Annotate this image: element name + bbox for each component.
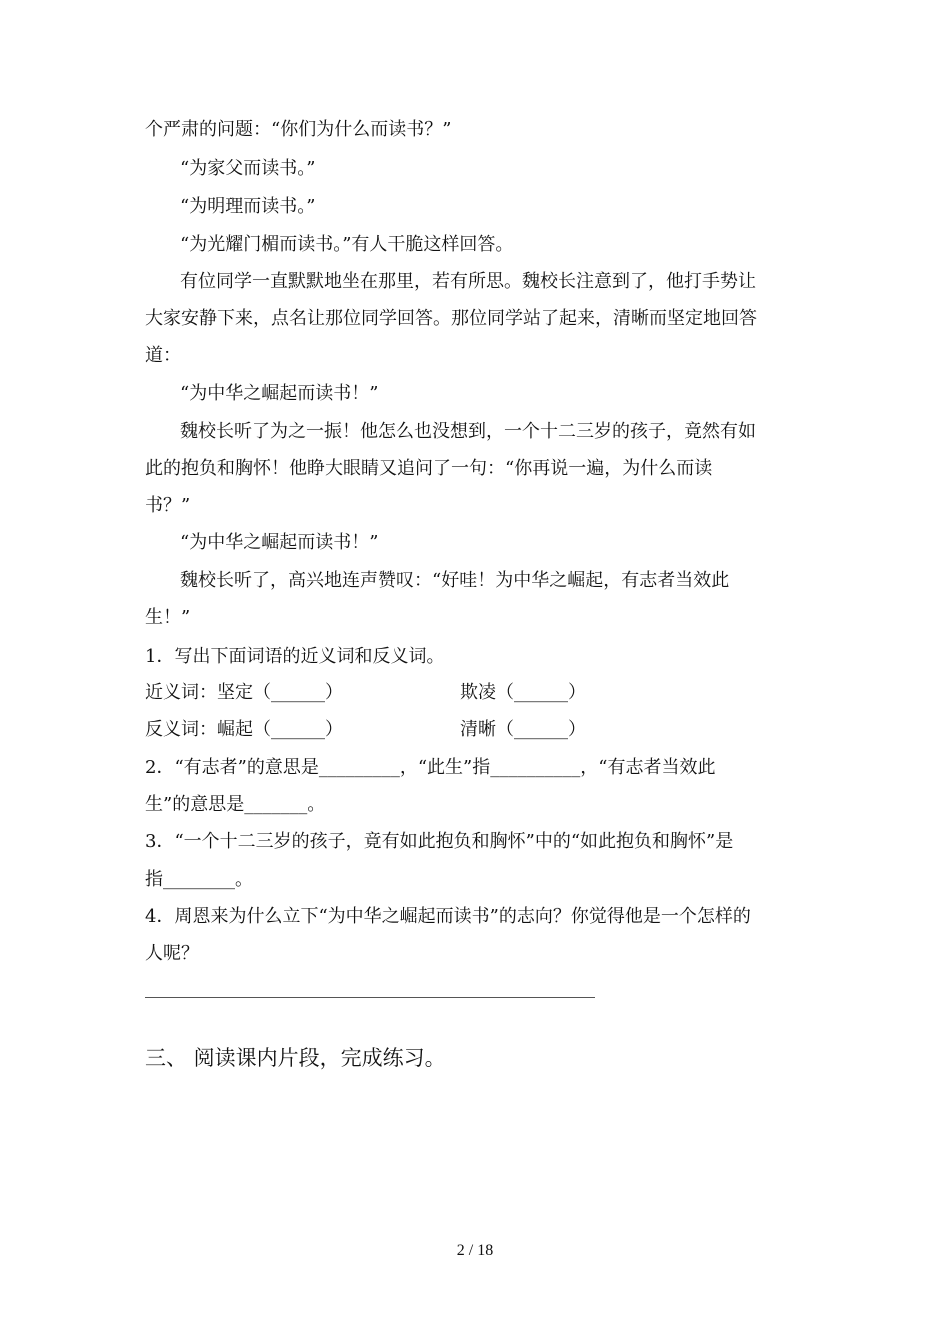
question-1: 1．写出下面词语的近义词和反义词。 <box>145 646 445 667</box>
question-4-line-1: 4．周恩来为什么立下“为中华之崛起而读书”的志向？你觉得他是一个怎样的 <box>145 906 751 927</box>
story-paragraph-9-line-2: 生！” <box>145 607 191 628</box>
section-heading: 三、 阅读课内片段，完成练习。 <box>145 1046 446 1070</box>
story-paragraph-1: 个严肃的问题：“你们为什么而读书？” <box>145 119 452 140</box>
answer-line <box>145 997 595 998</box>
story-paragraph-5-line-1: 有位同学一直默默地坐在那里，若有所思。魏校长注意到了，他打手势让 <box>180 271 756 292</box>
question-3-line-1: 3．“一个十二三岁的孩子，竟有如此抱负和胸怀”中的“如此抱负和胸怀”是 <box>145 831 734 852</box>
story-paragraph-6: “为中华之崛起而读书！” <box>180 383 379 404</box>
story-paragraph-3: “为明理而读书。” <box>180 196 316 217</box>
story-paragraph-9-line-1: 魏校长听了，高兴地连声赞叹：“好哇！为中华之崛起，有志者当效此 <box>180 570 730 591</box>
question-1-synonym-b: 欺凌（______） <box>460 682 586 703</box>
story-paragraph-8: “为中华之崛起而读书！” <box>180 532 379 553</box>
story-paragraph-2: “为家父而读书。” <box>180 158 316 179</box>
story-paragraph-7-line-3: 书？” <box>145 495 191 516</box>
story-paragraph-7-line-2: 此的抱负和胸怀！他睁大眼睛又追问了一句：“你再说一遍，为什么而读 <box>145 458 713 479</box>
question-4-line-2: 人呢？ <box>145 943 199 964</box>
story-paragraph-4: “为光耀门楣而读书。”有人干脆这样回答。 <box>180 234 514 255</box>
page-number: 2 / 18 <box>456 1242 494 1259</box>
question-2-line-1: 2．“有志者”的意思是_________，“此生”指__________，“有志者当效此 <box>145 757 716 778</box>
question-1-synonym-a: 近义词：坚定（______） <box>145 682 343 703</box>
question-3-line-2: 指________。 <box>145 869 253 890</box>
question-2-line-2: 生”的意思是_______。 <box>145 794 326 815</box>
question-1-antonym-a: 反义词：崛起（______） <box>145 719 343 740</box>
story-paragraph-5-line-3: 道： <box>145 345 181 366</box>
question-1-antonym-b: 清晰（______） <box>460 719 586 740</box>
story-paragraph-7-line-1: 魏校长听了为之一振！他怎么也没想到，一个十二三岁的孩子，竟然有如 <box>180 421 756 442</box>
story-paragraph-5-line-2: 大家安静下来，点名让那位同学回答。那位同学站了起来，清晰而坚定地回答 <box>145 308 757 329</box>
